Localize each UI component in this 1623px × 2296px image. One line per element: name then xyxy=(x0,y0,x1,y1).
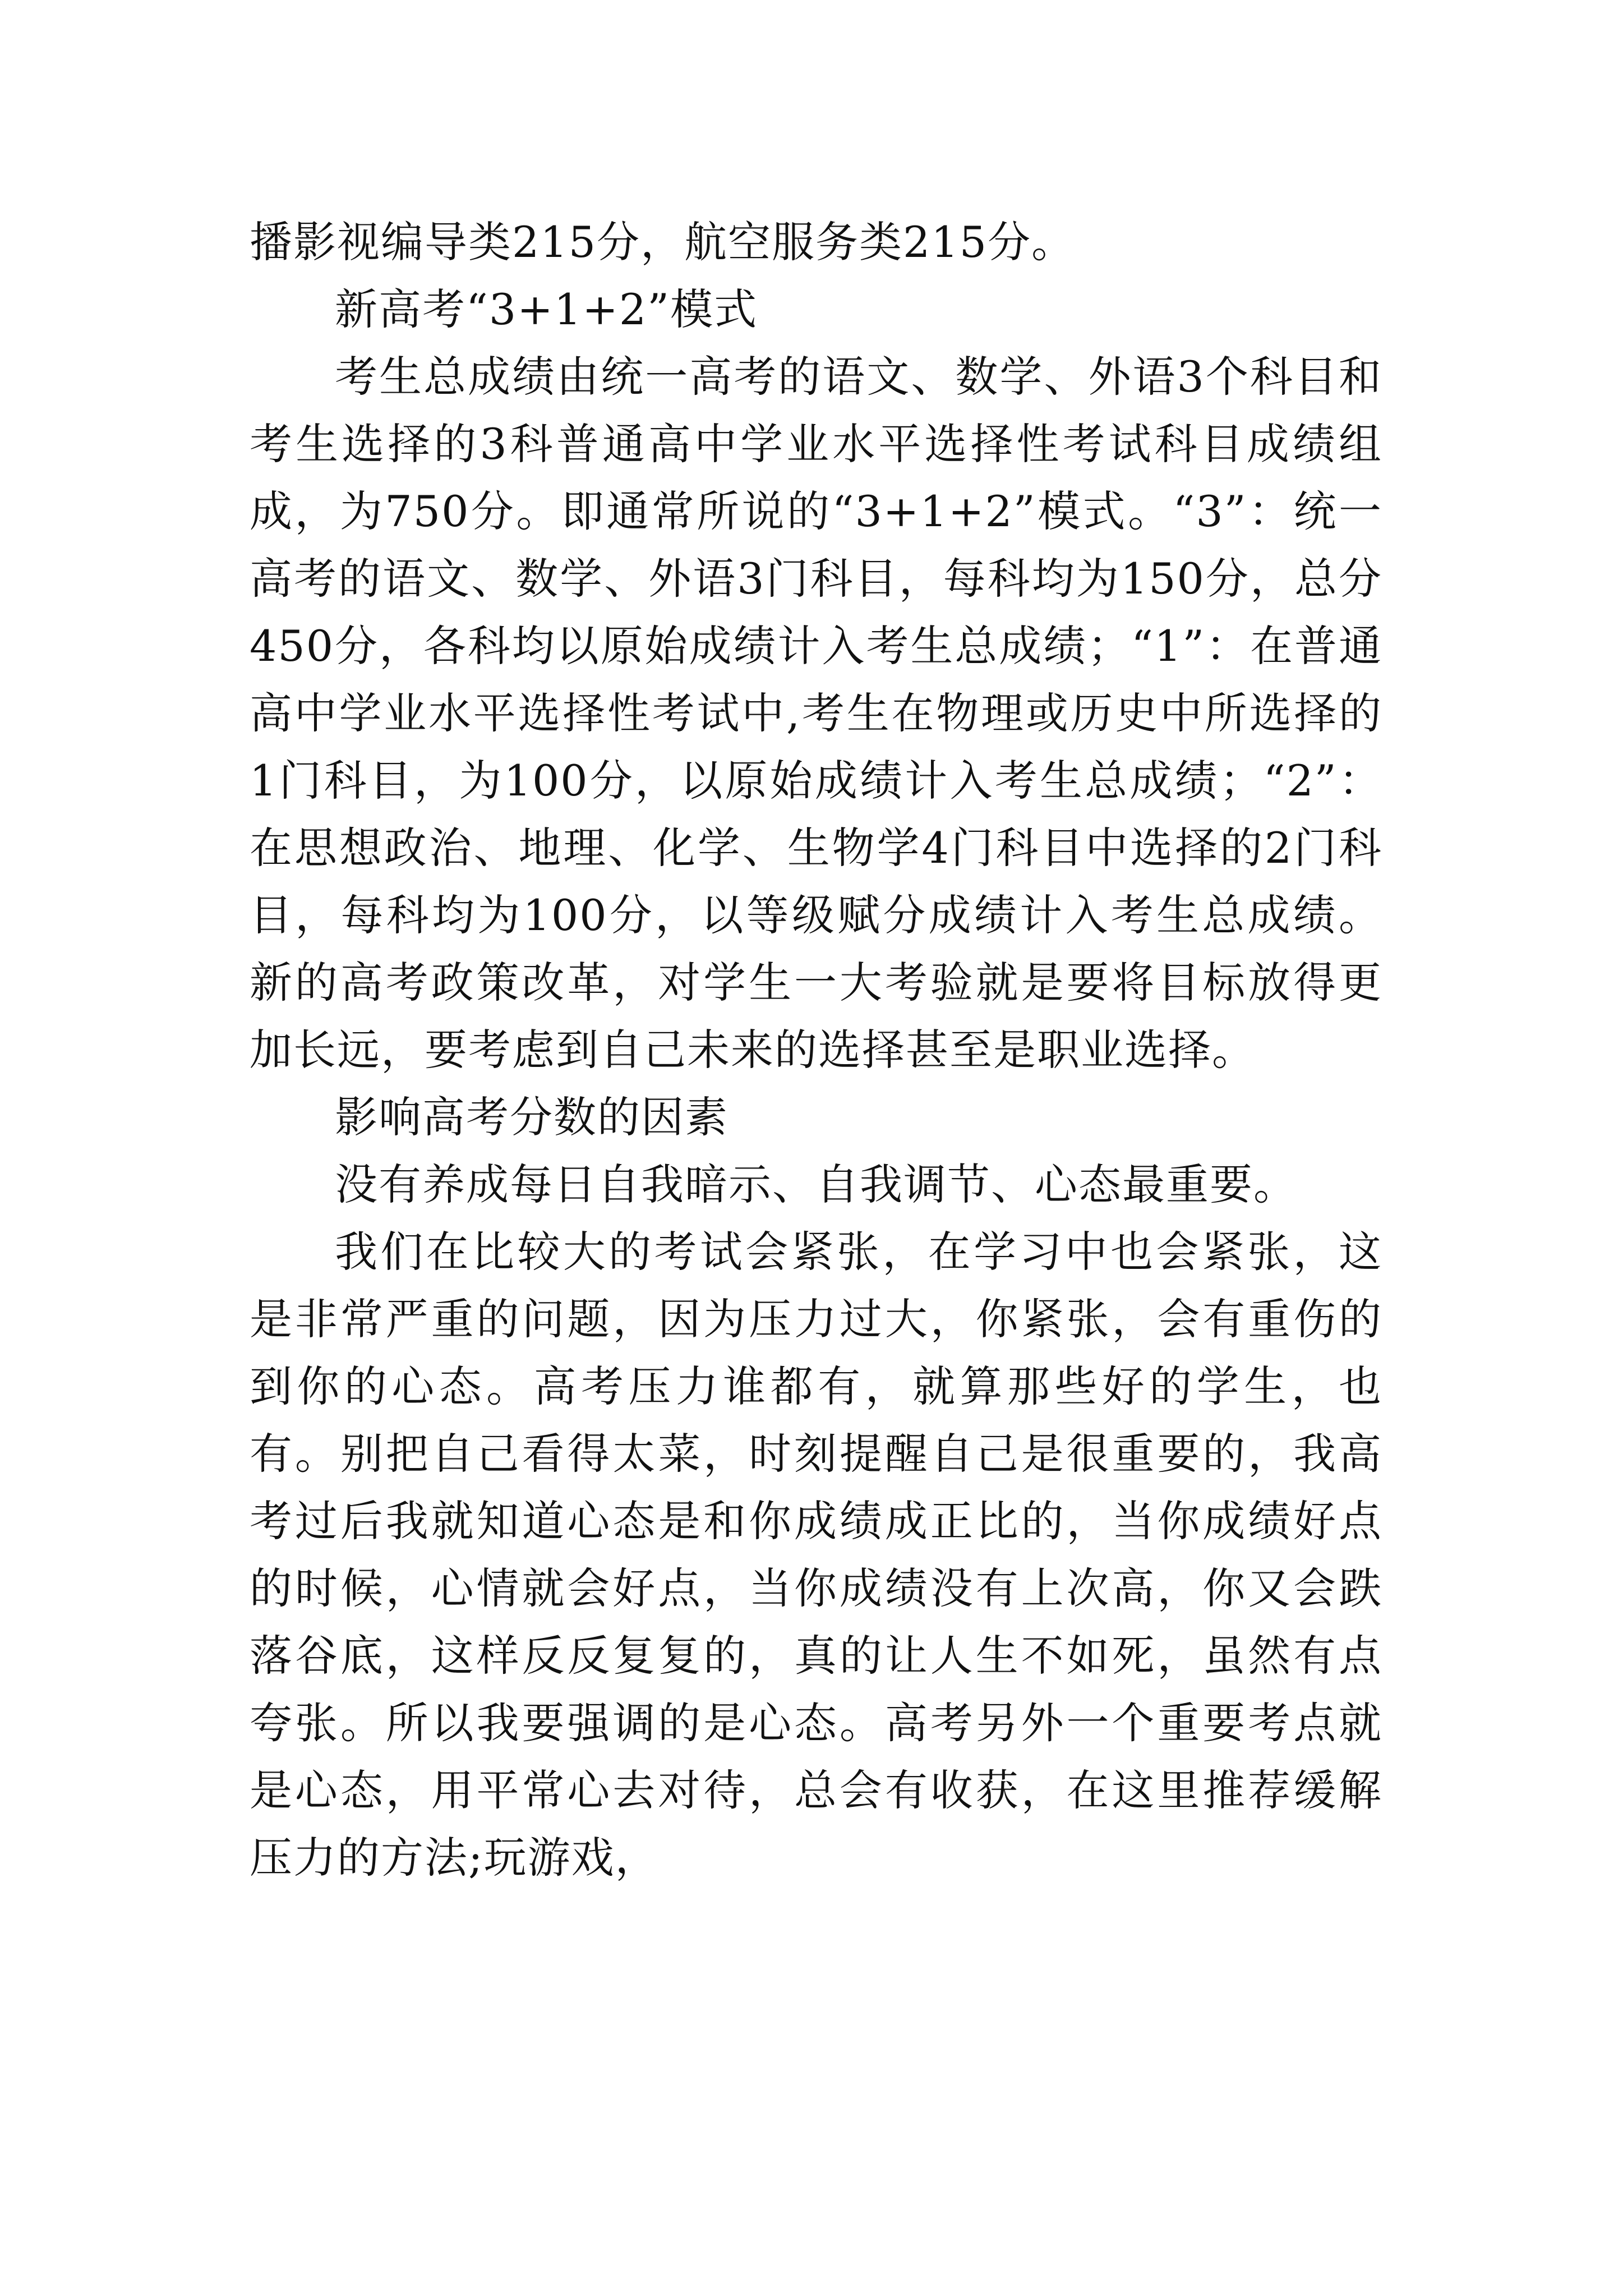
body-text xyxy=(250,209,1382,1892)
paragraph: 考生总成绩由统一高考的语文、数学、外语3个科目和考生选择的3科普通高中学业水平选择性考试科目成绩组成，为750分。即通常所说的“3+1+2”模式。“3”：统一高考的语文、数学、外语3门科目，每科均为150分，总分450分，各科均以原始成绩计入考生总成绩；“1”：在普通高中学业水平选择性考试中,考生在物理或历史中所选择的1门科目，为100分，以原始成绩计入考生总成绩；“2”：在思想政治、地理、化学、生物学4门科目中选择的2门科目，每科均为100分，以等级赋分成绩计入考生总成绩。新的高考政策改革，对学生一大考验就是要将目标放得更加长远，要考虑到自己未来的选择甚至是职业选择。 xyxy=(250,352,1382,1075)
paragraph: 我们在比较大的考试会紧张，在学习中也会紧张，这是非常严重的问题，因为压力过大，你紧张，会有重伤的到你的心态。高考压力谁都有，就算那些好的学生，也有。别把自己看得太菜，时刻提醒自己是很重要的，我高考过后我就知道心态是和你成绩成正比的，当你成绩好点的时候，心情就会好点，当你成绩没有上次高，你又会跌落谷底，这样反反复复的，真的让人生不如死，虽然有点夸张。所以我要强调的是心态。高考另外一个重要考点就是心态，用平常心去对待，总会有收获，在这里推荐缓解压力的方法;玩游戏， xyxy=(250,1227,1382,1883)
section-heading: 新高考“3+1+2”模式 xyxy=(335,284,758,334)
paragraph: 播影视编导类215分，航空服务类215分。 xyxy=(250,217,1076,267)
section-heading: 影响高考分数的因素 xyxy=(335,1092,728,1142)
paragraph: 没有养成每日自我暗示、自我调节、心态最重要。 xyxy=(335,1159,1297,1209)
